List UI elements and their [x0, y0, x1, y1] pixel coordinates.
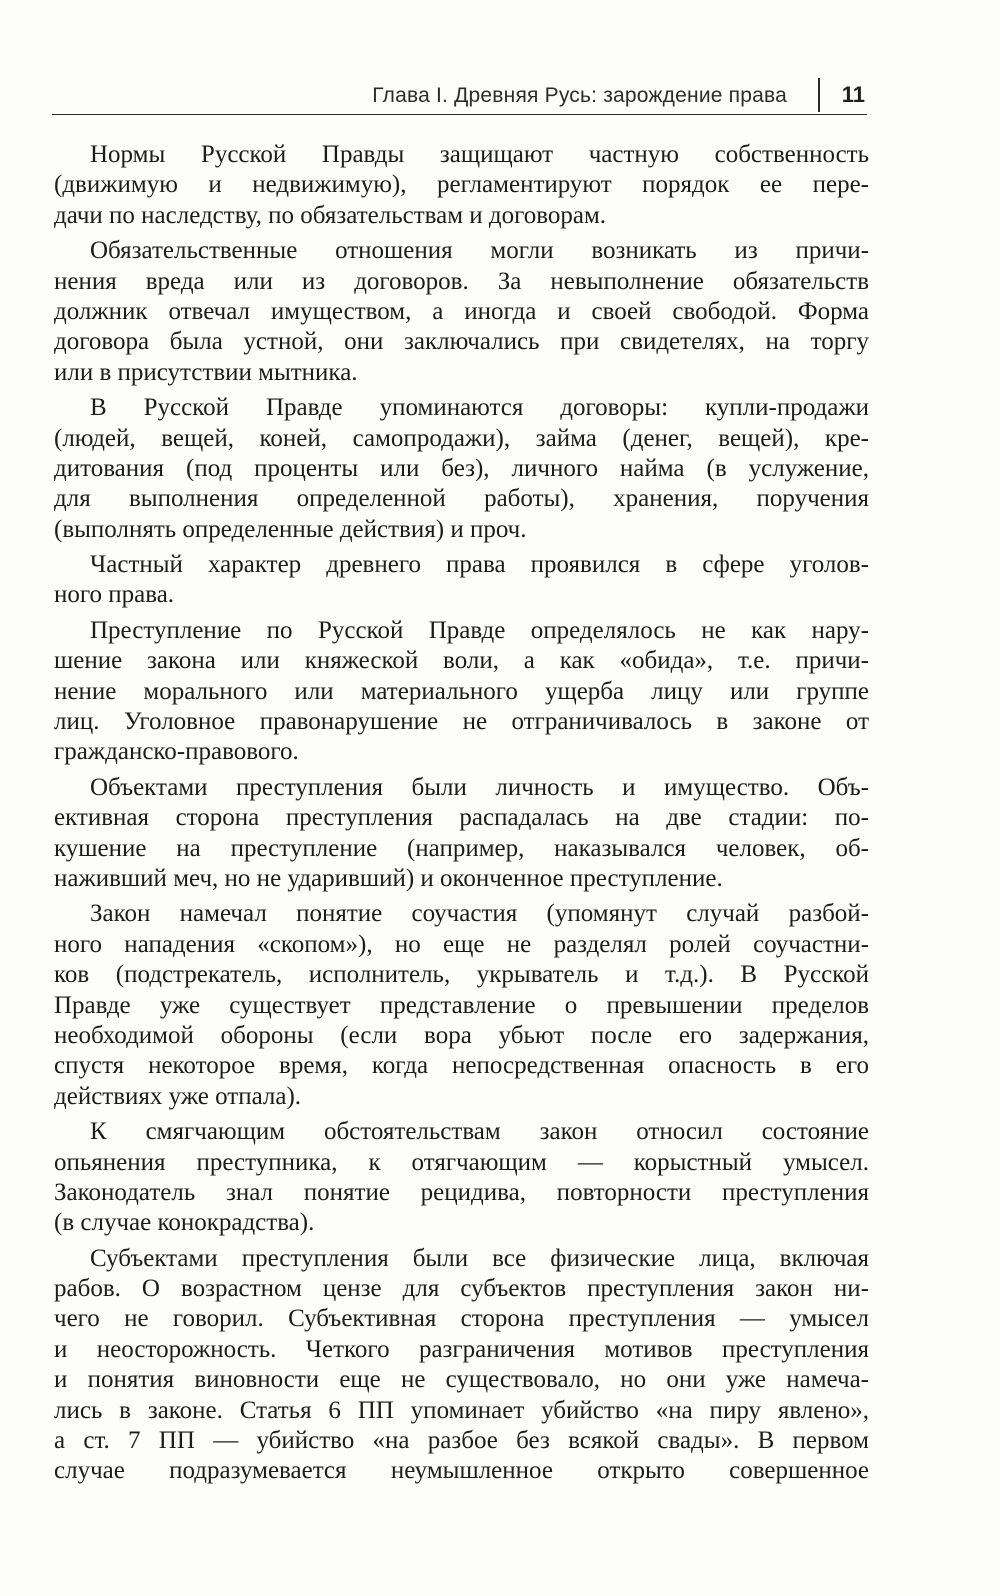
page-number: 11 [841, 82, 865, 107]
text-line: Объектами преступления были личность и имущество. Объ- [90, 773, 869, 801]
text-line: ного права. [54, 581, 175, 609]
text-line: Правде уже существует представление о превышении пределов [54, 991, 869, 1019]
paragraph [54, 1117, 869, 1239]
text-line: нения вреда или из договоров. За невыполнение обязательств [54, 267, 869, 295]
text-line: шение закона или княжеской воли, а как «обида», т.е. причи- [54, 647, 869, 675]
text-line: договора была устной, они заключались при свидетелях, на торгу [54, 328, 869, 356]
text-line: ков (подстрекатель, исполнитель, укрыватель и т.д.). В Русской [54, 961, 869, 989]
text-line: К смягчающим обстоятельствам закон относил состояние [90, 1118, 869, 1146]
body-text [54, 140, 869, 1492]
text-line: Обязательственные отношения могли возникать из причи- [90, 237, 869, 265]
text-line: дачи по наследству, по обязательствам и договорам. [54, 201, 607, 229]
text-line: Преступление по Русской Правде определялось не как нару- [90, 616, 869, 644]
text-line: В Русской Правде упоминаются договоры: купли-продажи [90, 394, 869, 422]
text-line: лиц. Уголовное правонарушение не отграничивалось в законе от [54, 708, 869, 736]
text-line: спустя некоторое время, когда непосредственная опасность в его [54, 1052, 869, 1080]
paragraph [54, 773, 869, 895]
text-line: гражданско-правового. [54, 738, 299, 766]
text-line: дитования (под проценты или без), личного найма (в услужение, [54, 454, 869, 482]
chapter-title: Глава I. Древняя Русь: зарождение права [372, 84, 787, 107]
text-line: действиях уже отпала). [54, 1082, 302, 1110]
text-line: кушение на преступление (например, наказывался человек, об- [54, 834, 869, 862]
paragraph [54, 616, 869, 768]
text-line: Законодатель знал понятие рецидива, повторности преступления [54, 1178, 869, 1206]
text-line: лись в законе. Статья 6 ПП упоминает убийство «на пиру явлено», [54, 1396, 869, 1424]
text-line: необходимой обороны (если вора убьют после его задержания, [54, 1021, 869, 1049]
text-line: а ст. 7 ПП — убийство «на разбое без всякой свады». В первом [54, 1427, 869, 1455]
text-line: рабов. О возрастном цензе для субъектов преступления закон ни- [54, 1275, 869, 1303]
text-line: (людей, вещей, коней, самопродажи), займа (денег, вещей), кре- [54, 424, 869, 452]
text-line: нение морального или материального ущерба лицу или группе [54, 677, 869, 705]
paragraph [54, 1244, 869, 1487]
text-line: (в случае конокрадства). [54, 1209, 315, 1237]
paragraph [54, 393, 869, 545]
text-line: Субъектами преступления были все физические лица, включая [90, 1244, 869, 1272]
paragraph [54, 236, 869, 388]
text-line: для выполнения определенной работы), хранения, поручения [54, 485, 869, 513]
text-line: и понятия виновности еще не существовало, но они уже намеча- [54, 1366, 869, 1394]
text-line: Закон намечал понятие соучастия (упомянут случай разбой- [90, 900, 869, 928]
paragraph [54, 550, 869, 611]
text-line: наживший меч, но не ударивший) и оконченное преступление. [54, 864, 723, 892]
text-line: должник отвечал имуществом, а иногда и своей свободой. Форма [54, 297, 869, 325]
running-header [52, 74, 867, 115]
text-line: и неосторожность. Четкого разграничения мотивов преступления [54, 1335, 869, 1363]
text-line: Частный характер древнего права проявился в сфере уголов- [90, 551, 869, 579]
text-line: (движимую и недвижимую), регламентируют порядок ее пере- [54, 171, 869, 199]
paragraph [54, 899, 869, 1112]
text-line: или в присутствии мытника. [54, 358, 358, 386]
text-line: случае подразумевается неумышленное открыто совершенное [54, 1457, 869, 1485]
text-line: ективная сторона преступления распадалась на две стадии: по- [54, 804, 869, 832]
text-line: Нормы Русской Правды защищают частную собственность [90, 141, 869, 168]
header-divider [818, 78, 820, 112]
text-line: чего не говорил. Субъективная сторона преступления — умысел [54, 1305, 869, 1333]
text-line: ного нападения «скопом»), но еще не разделял ролей соучастни- [54, 930, 869, 958]
paragraph [54, 140, 869, 231]
text-line: опьянения преступника, к отягчающим — корыстный умысел. [54, 1148, 869, 1176]
text-line: (выполнять определенные действия) и проч. [54, 515, 527, 543]
